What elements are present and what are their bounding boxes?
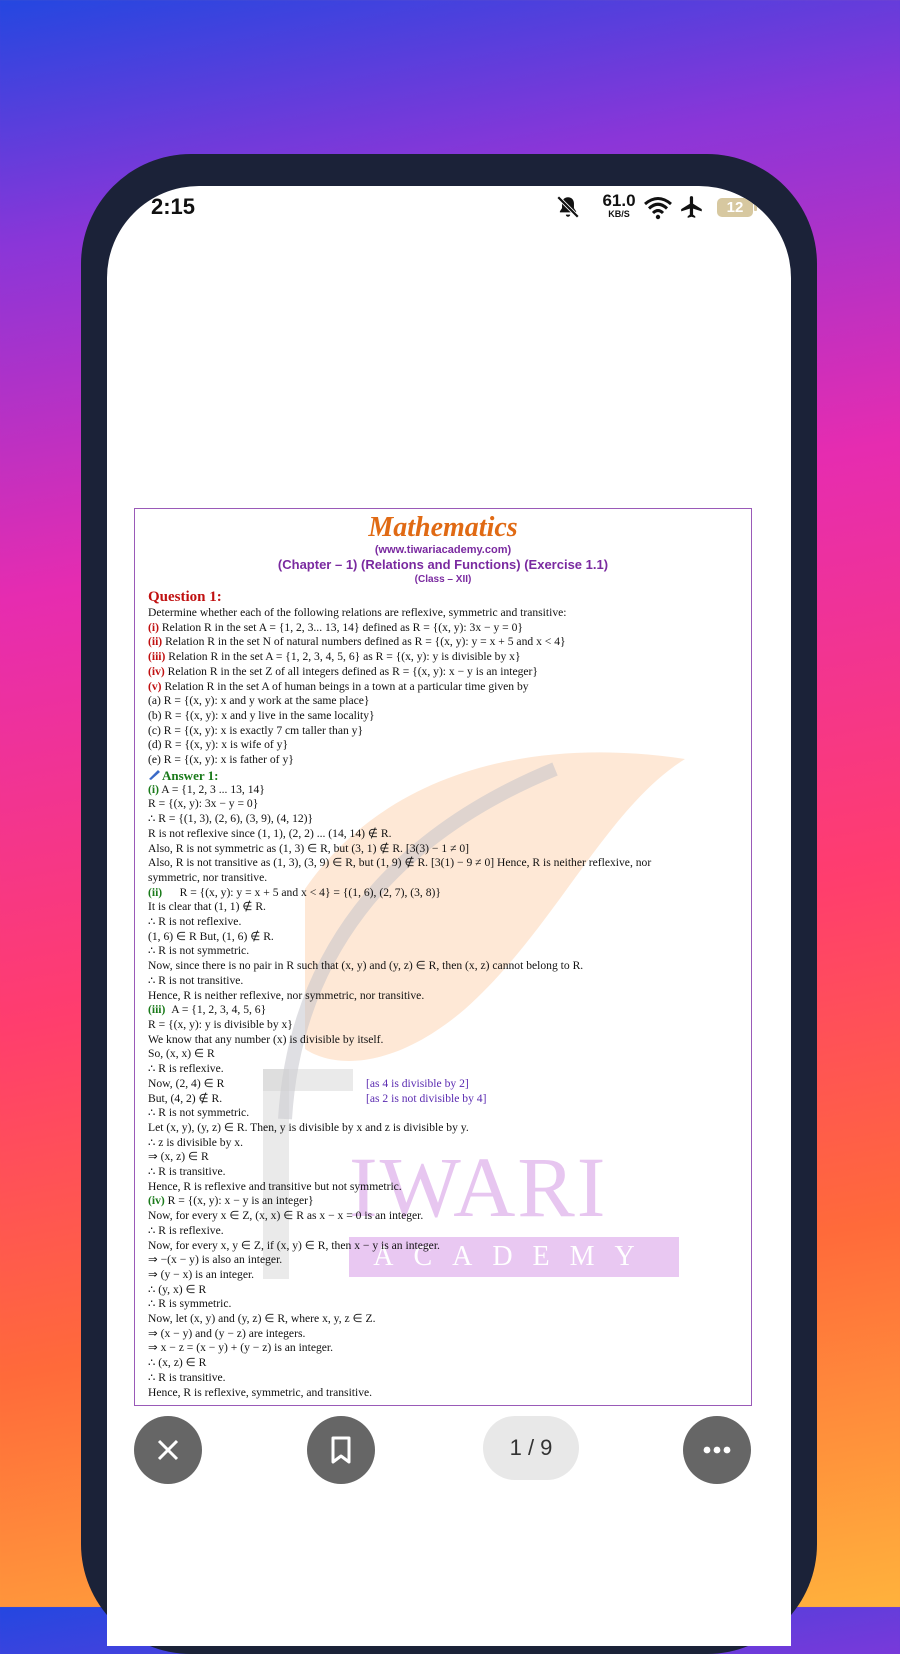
answer-line: It is clear that (1, 1) ∉ R.	[148, 900, 266, 914]
question-item: (iii) Relation R in the set A = {1, 2, 3, 4, 5, 6} as R = {(x, y): y is divisible by x}	[148, 650, 521, 664]
answer-line: Hence, R is neither reflexive, nor symmetric, nor transitive.	[148, 988, 425, 1002]
answer-line: R = {(x, y): y is divisible by x}	[148, 1017, 293, 1031]
answer-line: Hence, R is reflexive and transitive but not symmetric.	[148, 1179, 402, 1193]
question-heading: Question 1:	[148, 589, 222, 605]
answer-line: Let (x, y), (y, z) ∈ R. Then, y is divisible by x and z is divisible by y.	[148, 1120, 469, 1134]
answer-line: (iii) A = {1, 2, 3, 4, 5, 6}	[148, 1003, 267, 1017]
question-item: (ii) Relation R in the set N of natural numbers defined as R = {(x, y): y = x + 5 and x < 4}	[148, 635, 566, 649]
answer-line: ∴ (y, x) ∈ R	[148, 1282, 207, 1296]
answer-line: Also, R is not transitive as (1, 3), (3, 9) ∈ R, but (1, 9) ∉ R. [3(1) − 9 ≠ 0] Hence, R is neither reflexive, nor	[148, 856, 652, 870]
answer-line: R = {(x, y): 3x − y = 0}	[148, 797, 259, 811]
more-button[interactable]	[683, 1416, 751, 1484]
airplane-icon	[679, 194, 705, 220]
network-speed: 61.0 KB/S	[602, 191, 636, 219]
mute-bell-icon	[555, 194, 581, 220]
question-subitem: (a) R = {(x, y): x and y work at the same place}	[148, 694, 370, 708]
page-indicator[interactable]: 1 / 9	[483, 1416, 579, 1480]
phone-screen	[107, 186, 791, 1646]
answer-line: ⇒ (x − y) and (y − z) are integers.	[148, 1326, 306, 1340]
more-icon	[683, 1416, 751, 1484]
doc-chapter: (Chapter – 1) (Relations and Functions) (Exercise 1.1)	[277, 557, 609, 572]
question-item: (i) Relation R in the set A = {1, 2, 3... 13, 14} defined as R = {(x, y): 3x − y = 0}	[148, 620, 523, 634]
answer-line: ⇒ x − z = (x − y) + (y − z) is an integer.	[148, 1341, 334, 1355]
answer-line: We know that any number (x) is divisible by itself.	[148, 1032, 384, 1046]
question-subitem: (e) R = {(x, y): x is father of y}	[148, 753, 294, 767]
doc-title: Mathematics	[368, 512, 518, 543]
question-subitem: (b) R = {(x, y): x and y live in the same locality}	[148, 708, 375, 722]
answer-line: ∴ (x, z) ∈ R	[148, 1356, 207, 1370]
status-bar	[107, 186, 791, 236]
doc-body	[135, 588, 751, 1400]
bookmark-button[interactable]	[307, 1416, 375, 1484]
answer-line: R is not reflexive since (1, 1), (2, 2) ... (14, 14) ∉ R.	[148, 826, 392, 840]
answer-line: ⇒ (y − x) is an integer.	[148, 1267, 255, 1281]
answer-line: Also, R is not symmetric as (1, 3) ∈ R, but (3, 1) ∉ R. [3(3) − 1 ≠ 0]	[148, 841, 469, 855]
answer-line: ∴ R = {(1, 3), (2, 6), (3, 9), (4, 12)}	[148, 812, 314, 826]
bookmark-icon	[307, 1416, 375, 1484]
answer-line: Now, let (x, y) and (y, z) ∈ R, where x, y, z ∈ Z.	[148, 1312, 376, 1326]
answer-heading: Answer 1:	[148, 768, 741, 783]
watermark-text: IWARI	[349, 1139, 608, 1235]
answer-line: Now, for every x, y ∈ Z, if (x, y) ∈ R, then x − y is an integer.	[148, 1238, 440, 1252]
answer-line: ∴ z is divisible by x.	[148, 1135, 243, 1149]
answer-line: (1, 6) ∈ R But, (1, 6) ∉ R.	[148, 929, 274, 943]
answer-line: ⇒ (x, z) ∈ R	[148, 1150, 209, 1164]
answer-line: ∴ R is transitive.	[148, 1165, 226, 1179]
doc-class: (Class – XII)	[414, 574, 472, 585]
answer-note: [as 2 is not divisible by 4]	[366, 1091, 487, 1105]
battery-indicator: 12	[717, 198, 753, 217]
answer-line: Now, for every x ∈ Z, (x, x) ∈ R as x − x = 0 is an integer.	[148, 1209, 424, 1223]
status-time: 2:15	[151, 194, 196, 219]
answer-line: (i) A = {1, 2, 3 ... 13, 14}	[148, 782, 265, 796]
answer-line: ∴ R is transitive.	[148, 1370, 226, 1384]
wifi-icon	[643, 196, 673, 220]
doc-site: (www.tiwariacademy.com)	[374, 544, 512, 556]
answer-line: ∴ R is reflexive.	[148, 1223, 224, 1237]
answer-line: ∴ R is reflexive.	[148, 1062, 224, 1076]
viewer-toolbar	[107, 1416, 791, 1496]
question-intro: Determine whether each of the following relations are reflexive, symmetric and transitive:	[148, 606, 567, 619]
question-subitem: (c) R = {(x, y): x is exactly 7 cm taller than y}	[148, 723, 364, 737]
pen-icon	[148, 768, 162, 780]
close-icon	[134, 1416, 202, 1484]
answer-line: ∴ R is not transitive.	[148, 973, 244, 987]
answer-line: ∴ R is not symmetric.	[148, 1106, 250, 1120]
question-item: (v) Relation R in the set A of human beings in a town at a particular time given by	[148, 679, 529, 693]
close-button[interactable]	[134, 1416, 202, 1484]
answer-line: Hence, R is reflexive, symmetric, and transitive.	[148, 1385, 373, 1399]
answer-line: So, (x, x) ∈ R	[148, 1047, 215, 1061]
doc-header	[135, 513, 751, 586]
answer-line: ∴ R is not reflexive.	[148, 915, 242, 929]
pdf-page	[134, 508, 752, 1406]
answer-line: Now, since there is no pair in R such that (x, y) and (y, z) ∈ R, then (x, z) cannot belong to R.	[148, 959, 584, 973]
answer-line: (ii) R = {(x, y): y = x + 5 and x < 4} = {(1, 6), (2, 7), (3, 8)}	[148, 885, 441, 899]
watermark-subtext: ACADEMY	[349, 1237, 679, 1277]
answer-line: Now, (2, 4) ∈ R [as 4 is divisible by 2]	[148, 1076, 469, 1090]
answer-line: ⇒ −(x − y) is also an integer.	[148, 1253, 283, 1267]
answer-line: But, (4, 2) ∉ R. [as 2 is not divisible by 4]	[148, 1091, 487, 1105]
question-item: (iv) Relation R in the set Z of all integers defined as R = {(x, y): x − y is an integer}	[148, 664, 538, 678]
answer-line: ∴ R is symmetric.	[148, 1297, 232, 1311]
answer-line: ∴ R is not symmetric.	[148, 944, 250, 958]
answer-line: symmetric, nor transitive.	[148, 870, 268, 884]
answer-line: (iv) R = {(x, y): x − y is an integer}	[148, 1194, 314, 1208]
question-subitem: (d) R = {(x, y): x is wife of y}	[148, 738, 289, 752]
answer-note: [as 4 is divisible by 2]	[366, 1076, 469, 1090]
